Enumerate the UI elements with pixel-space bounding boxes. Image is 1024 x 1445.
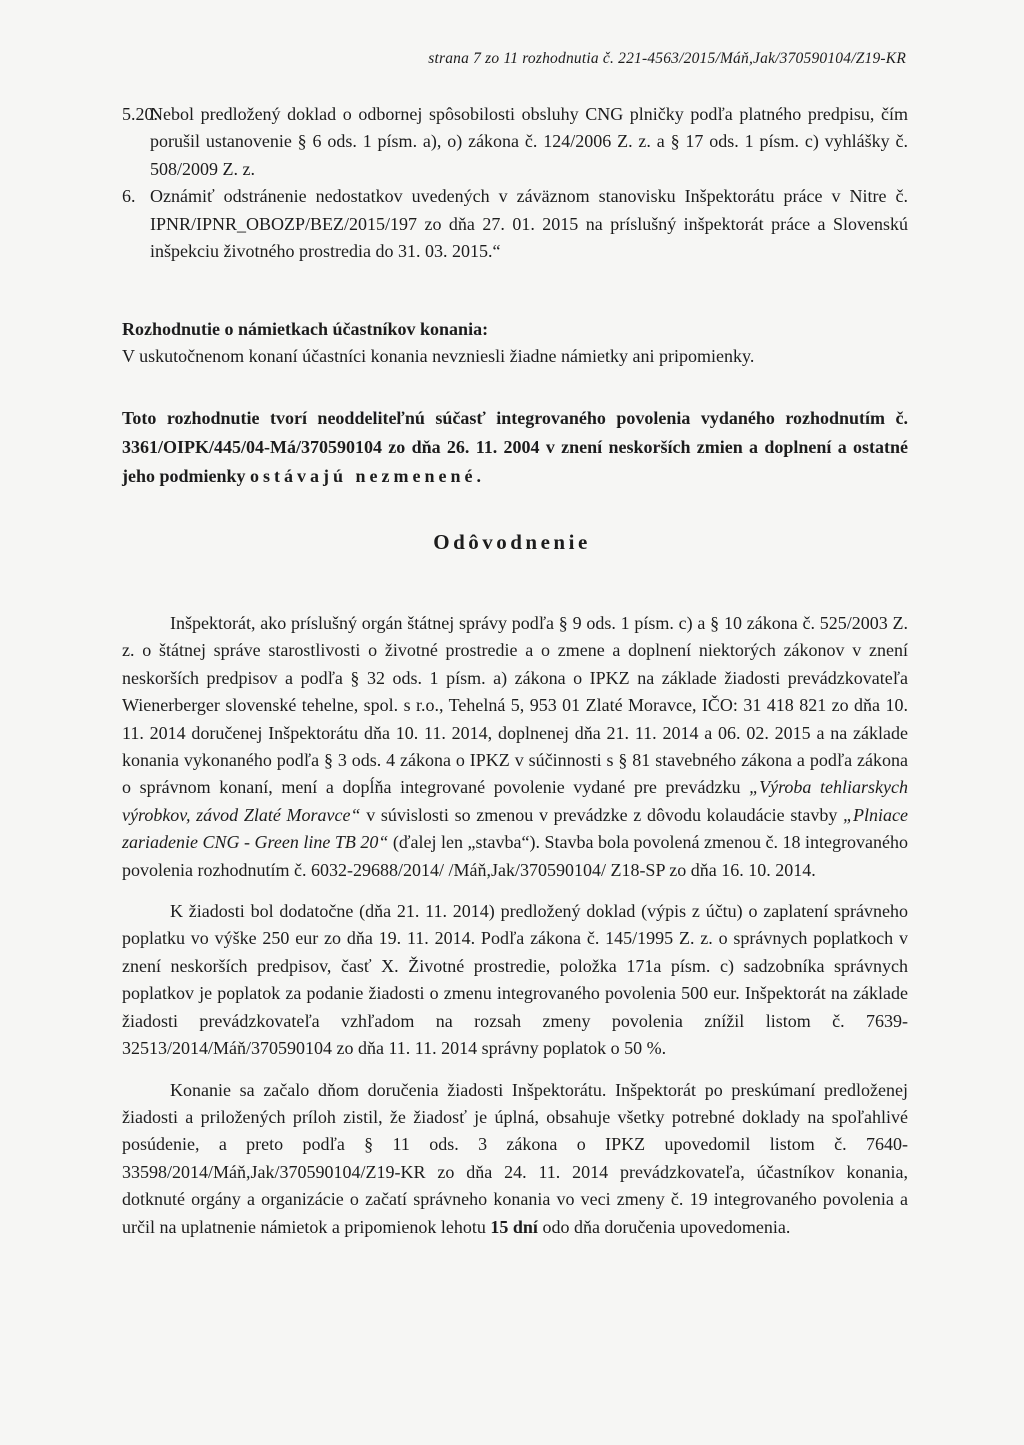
paragraph-text: Konanie sa začalo dňom doručenia žiadosti Inšpektorátu. Inšpektorát po preskúmaní predloženej žiadosti a priložených príloh zistil, že žiadosť je úplná, obsahuje všetky potrebné doklady na spoľahlivé posúdenie, a preto podľa § 11 ods. 3 zákona o IPKZ upovedomil listom č. 7640-33598/2014/Máň,Jak/370590104/Z19-KR zo dňa 24. 11. 2014 prevádzkovateľa, účastníkov konania, dotknuté orgány a organizácie o začatí správneho konania vo veci zmeny č. 19 integrovaného povolenia a určil na uplatnenie námietok a pripomienok lehotu: [122, 1079, 908, 1237]
paragraph: [122, 610, 908, 884]
paragraph-text: v súvislosti so zmenou v prevádzke z dôvodu kolaudácie stavby: [366, 804, 838, 825]
statement-emphasis: ostávajú nezmenené.: [250, 466, 486, 486]
list-item: [122, 183, 908, 265]
paragraph-text: odo dňa doručenia upovedomenia.: [542, 1216, 791, 1237]
deadline: 15 dní: [490, 1216, 538, 1237]
list-item: [122, 101, 908, 183]
paragraph: [122, 1077, 908, 1241]
paragraph-text: Inšpektorát, ako príslušný orgán štátnej správy podľa § 9 ods. 1 písm. c) a § 10 zákona č. 525/2003 Z. z. o štátnej správe starostlivosti o životné prostredie a o zmene a doplnení niektorých zákonov v znení neskorších predpisov a podľa § 32 ods. 1 písm. a) zákona o IPKZ na základe žiadosti prevádzkovateľa Wienerberger slovenské tehelne, spol. s r.o., Tehelná 5, 953 01 Zlaté Moravce, IČO: 31 418 821 zo dňa 10. 11. 2014 doručenej Inšpektorátu dňa 10. 11. 2014, doplnenej dňa 21. 11. 2014 a 06. 02. 2015 a na základe konania vykonaného podľa § 3 ods. 4 zákona o IPKZ v súčinnosti s § 81 stavebného zákona a podľa zákona o správnom konaní, mení a dopĺňa integrované povolenie vydané pre prevádzku: [122, 613, 908, 798]
objections-text: V uskutočnenom konaní účastníci konania nevzniesli žiadne námietky ani pripomienky.: [122, 346, 755, 367]
conditions-list: [122, 101, 908, 265]
paragraph-text: (ďalej len „stavba“). Stavba bola povolená zmenou č. 18 integrovaného povolenia rozhodnutím č. 6032-29688/2014/ /Máň,Jak/370590104/ Z18-SP zo dňa 16. 10. 2014.: [122, 832, 908, 880]
section-title: Odôvodnenie: [433, 530, 591, 554]
objections-heading: Rozhodnutie o námietkach účastníkov konania:: [122, 319, 489, 339]
page-header: strana 7 zo 11 rozhodnutia č. 221-4563/2015/Máň,Jak/370590104/Z19-KR: [428, 50, 906, 67]
facility-name: „Výroba tehliarskych výrobkov, závod Zlaté Moravce“: [122, 777, 908, 825]
item-text: Oznámiť odstránenie nedostatkov uvedených v záväznom stanovisku Inšpektorátu práce v Nitre č. IPNR/IPNR_OBOZP/BEZ/2015/197 zo dňa 27. 01. 2015 na príslušný inšpektorát práce a Slovenskú inšpekciu životného prostredia do 31. 03. 2015.“: [150, 186, 908, 262]
item-number: 5.20.: [122, 104, 158, 124]
item-number: 6.: [122, 186, 136, 207]
reasoning-body: [122, 610, 908, 1241]
paragraph: K žiadosti bol dodatočne (dňa 21. 11. 2014) predložený doklad (výpis z účtu) o zaplatení správneho poplatku vo výške 250 eur zo dňa 19. 11. 2014. Podľa zákona č. 145/1995 Z. z. o správnych poplatkoch v znení neskorších predpisov, časť X. Životné prostredie, položka 171a písm. c) sadzobníka správnych poplatkov je poplatok za podanie žiadosti o zmenu integrovaného povolenia 500 eur. Inšpektorát na základe žiadosti prevádzkovateľa vzhľadom na rozsah zmeny povolenia znížil listom č. 7639-32513/2014/Máň/370590104 zo dňa 11. 11. 2014 správny poplatok o 50 %.: [122, 901, 908, 1059]
construction-name: „Plniace zariadenie CNG - Green line TB 20“: [122, 804, 909, 853]
objections-section: [122, 316, 908, 371]
statement-text: Toto rozhodnutie tvorí neoddeliteľnú súčasť integrovaného povolenia vydaného rozhodnutím č. 3361/OIPK/445/04-Má/370590104 zo dňa 26. 11. 2004 v znení neskorších zmien a doplnení a ostatné jeho podmienky: [122, 408, 908, 486]
item-text: Nebol predložený doklad o odbornej spôsobilosti obsluhy CNG plničky podľa platného predpisu, čím porušil ustanovenie § 6 ods. 1 písm. a), o) zákona č. 124/2006 Z. z. a § 17 ods. 1 písm. c) vyhlášky č. 508/2009 Z. z.: [150, 104, 908, 179]
decision-statement: [122, 404, 908, 491]
